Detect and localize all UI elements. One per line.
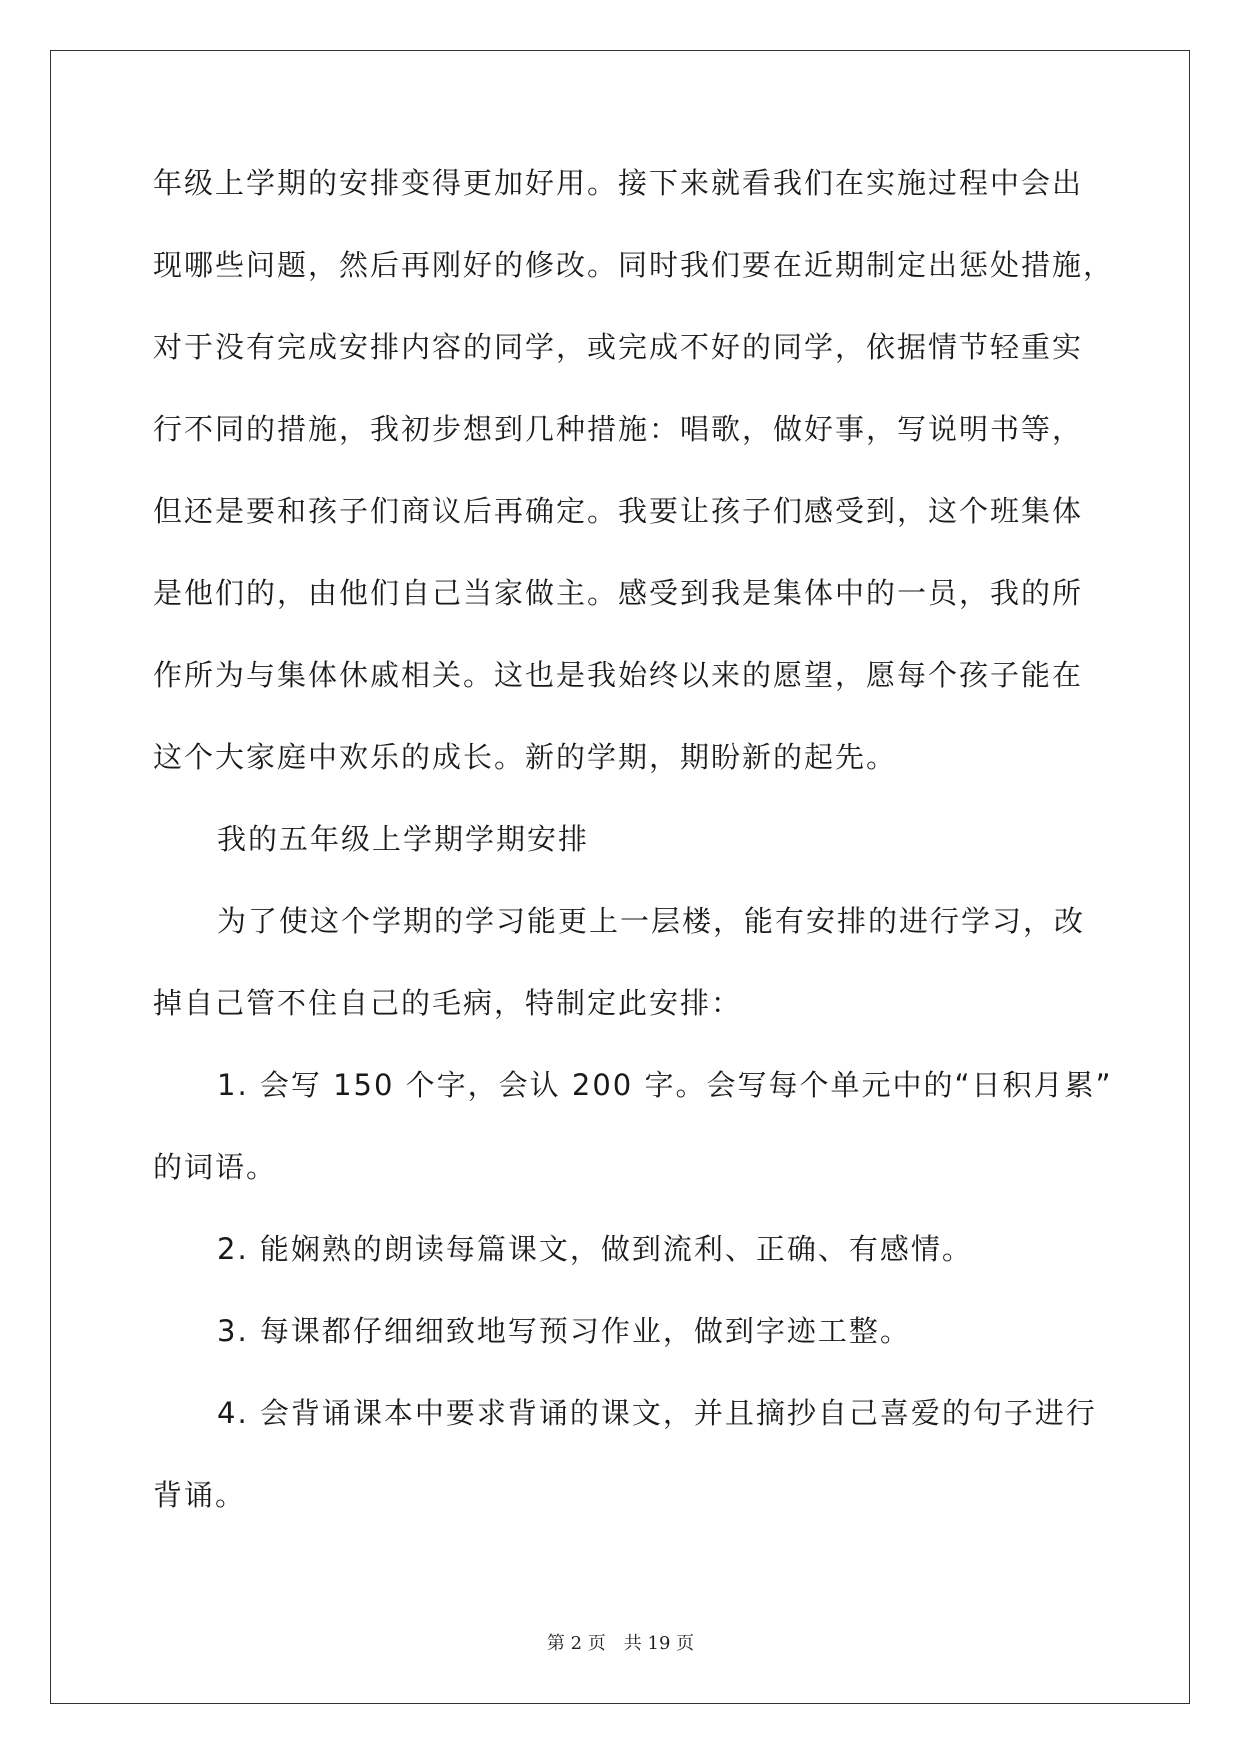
document-body bbox=[153, 160, 1115, 1554]
list-item: 1. 会写 150 个字，会认 200 字。会写每个单元中的“日积月累” bbox=[217, 1068, 1113, 1102]
text-line: 为了使这个学期的学习能更上一层楼，能有安排的进行学习，改 bbox=[217, 904, 1086, 938]
page-footer bbox=[0, 1629, 1241, 1655]
text-line: 掉自己管不住自己的毛病，特制定此安排： bbox=[153, 986, 743, 1020]
text-line: 对于没有完成安排内容的同学，或完成不好的同学，依据情节轻重实 bbox=[153, 330, 1084, 364]
list-item: 2. 能娴熟的朗读每篇课文，做到流利、正确、有感情。 bbox=[217, 1232, 973, 1266]
section-heading: 我的五年级上学期学期安排 bbox=[217, 822, 590, 856]
text-line: 这个大家庭中欢乐的成长。新的学期，期盼新的起先。 bbox=[153, 740, 898, 774]
list-item: 3. 每课都仔细细致地写预习作业，做到字迹工整。 bbox=[217, 1314, 911, 1348]
list-item: 4. 会背诵课本中要求背诵的课文，并且摘抄自己喜爱的句子进行 bbox=[217, 1396, 1097, 1430]
text-line: 但还是要和孩子们商议后再确定。我要让孩子们感受到，这个班集体 bbox=[153, 494, 1084, 528]
text-line: 作所为与集体休戚相关。这也是我始终以来的愿望，愿每个孩子能在 bbox=[153, 658, 1084, 692]
text-line: 的词语。 bbox=[153, 1150, 278, 1184]
page-number: 第 2 页 bbox=[546, 1633, 606, 1654]
text-line: 年级上学期的安排变得更加好用。接下来就看我们在实施过程中会出 bbox=[153, 166, 1084, 200]
text-line: 是他们的，由他们自己当家做主。感受到我是集体中的一员，我的所 bbox=[153, 576, 1084, 610]
page-total: 共 19 页 bbox=[623, 1633, 695, 1654]
text-line: 现哪些问题，然后再刚好的修改。同时我们要在近期制定出惩处措施， bbox=[153, 248, 1115, 282]
text-line: 背诵。 bbox=[153, 1478, 247, 1512]
text-line: 行不同的措施，我初步想到几种措施：唱歌，做好事，写说明书等， bbox=[153, 412, 1084, 446]
